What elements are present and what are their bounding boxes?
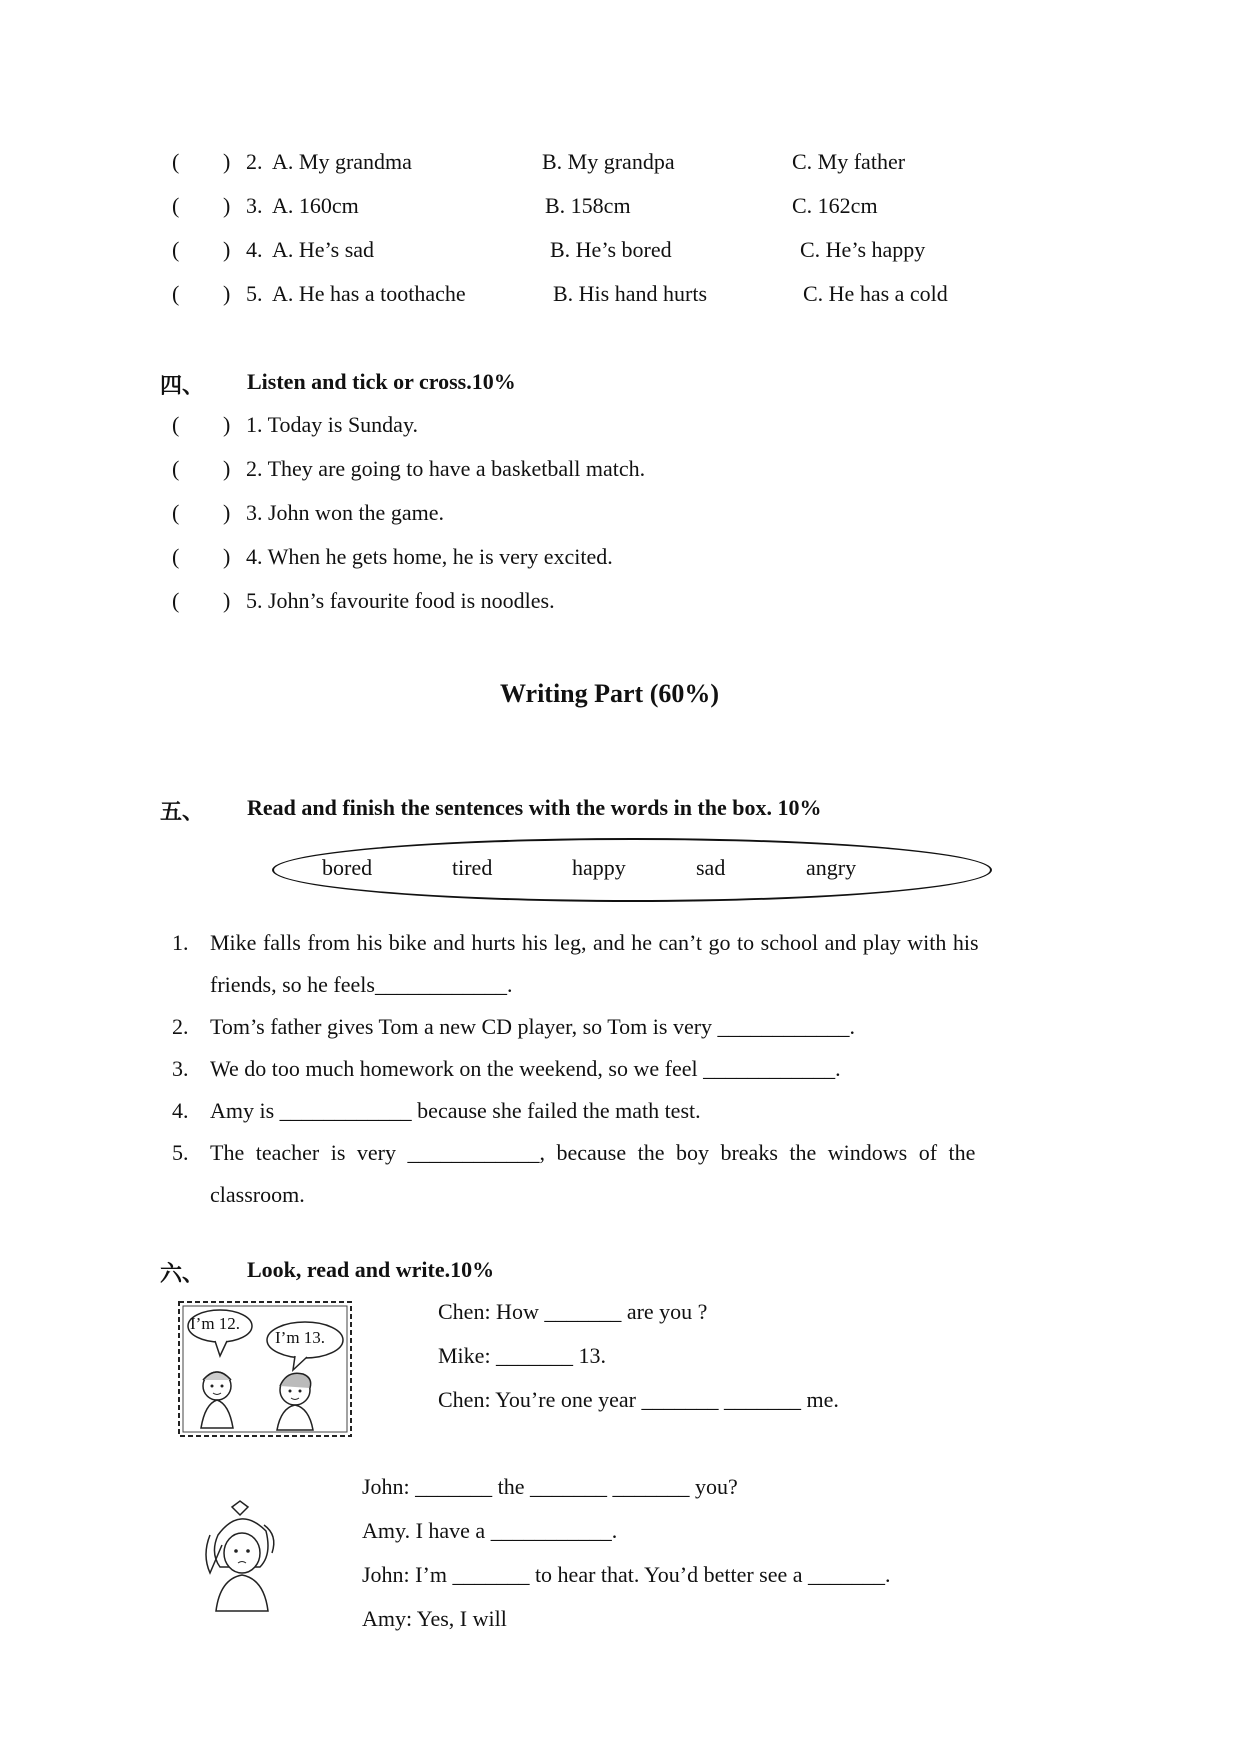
option-a: A. 160cm	[272, 193, 359, 218]
girl-illustration	[180, 1495, 300, 1615]
writing-part-title: Writing Part (60%)	[500, 679, 720, 708]
answer-paren-open: (	[172, 544, 180, 569]
statement-text: 2. They are going to have a basketball match.	[246, 456, 646, 481]
answer-paren-close: )	[223, 237, 231, 262]
statement-text: 4. When he gets home, he is very excited.	[246, 544, 613, 569]
sentence-number: 3.	[172, 1056, 189, 1081]
dialog2-line-3: John: I’m _______ to hear that. You’d better see a _______.	[362, 1562, 891, 1587]
fill-sentence-4	[0, 1098, 1240, 1128]
statement-text: 1. Today is Sunday.	[246, 412, 419, 437]
tick-item-1	[0, 412, 1240, 442]
fill-sentence-2	[0, 1014, 1240, 1044]
option-c: C. He’s happy	[800, 237, 926, 262]
dialog2-line-1: John: _______ the _______ _______ you?	[362, 1474, 738, 1499]
fill-sentence-5	[0, 1140, 1240, 1170]
dialog2-line-4: Amy: Yes, I will	[362, 1606, 507, 1631]
dialog1-line-2: Mike: _______ 13.	[438, 1343, 607, 1368]
option-a: A. He’s sad	[272, 237, 375, 262]
question-number: 2.	[246, 149, 263, 174]
tick-item-3	[0, 500, 1240, 530]
option-c: C. My father	[792, 149, 906, 174]
word-sad: sad	[696, 855, 726, 880]
mc-question-2	[0, 149, 1240, 179]
question-number: 3.	[246, 193, 263, 218]
sentence-text-cont: friends, so he feels____________.	[210, 972, 513, 997]
section-4-title: Listen and tick or cross.10%	[247, 369, 516, 394]
mc-question-3	[0, 193, 1240, 223]
option-b: B. His hand hurts	[553, 281, 707, 306]
sentence-text: Amy is ____________ because she failed the math test.	[210, 1098, 701, 1123]
answer-paren-open: (	[172, 149, 180, 174]
speech-bubble-2: I’m 13.	[275, 1328, 326, 1347]
tick-item-5	[0, 588, 1240, 618]
tick-item-2	[0, 456, 1240, 486]
answer-paren-close: )	[223, 149, 231, 174]
answer-paren-open: (	[172, 281, 180, 306]
mc-question-4	[0, 237, 1240, 267]
sentence-number: 1.	[172, 930, 189, 955]
word-tired: tired	[452, 855, 493, 880]
word-box	[272, 838, 992, 902]
word-bored: bored	[322, 855, 373, 880]
dialog1-line-3: Chen: You’re one year _______ _______ me.	[438, 1387, 839, 1412]
answer-paren-close: )	[223, 412, 231, 437]
sentence-text: We do too much homework on the weekend, so we feel ____________.	[210, 1056, 841, 1081]
answer-paren-close: )	[223, 456, 231, 481]
fill-sentence-3	[0, 1056, 1240, 1086]
dialog1-line-1: Chen: How _______ are you ?	[438, 1299, 708, 1324]
answer-paren-open: (	[172, 412, 180, 437]
sentence-text: Tom’s father gives Tom a new CD player, so Tom is very ____________.	[210, 1014, 856, 1039]
option-b: B. My grandpa	[542, 149, 675, 174]
fill-sentence-1-cont	[0, 972, 1240, 1002]
answer-paren-open: (	[172, 193, 180, 218]
children-age-picture	[175, 1298, 355, 1440]
sentence-text: Mike falls from his bike and hurts his leg, and he can’t go to school and play with his	[210, 930, 979, 955]
mc-question-5	[0, 281, 1240, 311]
answer-paren-open: (	[172, 588, 180, 613]
fill-sentence-1	[0, 930, 1240, 960]
word-happy: happy	[572, 855, 626, 880]
answer-paren-close: )	[223, 588, 231, 613]
dialog2-line-2: Amy. I have a ___________.	[362, 1518, 618, 1543]
option-c: C. 162cm	[792, 193, 878, 218]
answer-paren-close: )	[223, 500, 231, 525]
sentence-number: 4.	[172, 1098, 189, 1123]
section-4-number: 四、	[160, 374, 205, 399]
section-5-number: 五、	[160, 800, 205, 825]
answer-paren-close: )	[223, 193, 231, 218]
question-number: 4.	[246, 237, 263, 262]
answer-paren-close: )	[223, 281, 231, 306]
section-5-title: Read and finish the sentences with the words in the box. 10%	[247, 795, 822, 820]
option-c: C. He has a cold	[803, 281, 948, 306]
answer-paren-close: )	[223, 544, 231, 569]
word-angry: angry	[806, 855, 857, 880]
answer-paren-open: (	[172, 237, 180, 262]
option-b: B. 158cm	[545, 193, 631, 218]
section-6-number: 六、	[160, 1262, 205, 1287]
section-6-title: Look, read and write.10%	[247, 1257, 495, 1282]
option-a: A. He has a toothache	[272, 281, 466, 306]
sentence-text: The teacher is very ____________, because the boy breaks the windows of the	[210, 1140, 976, 1165]
answer-paren-open: (	[172, 456, 180, 481]
answer-paren-open: (	[172, 500, 180, 525]
sentence-number: 5.	[172, 1140, 189, 1165]
statement-text: 5. John’s favourite food is noodles.	[246, 588, 555, 613]
option-a: A. My grandma	[272, 149, 412, 174]
girl-headache-picture	[180, 1495, 300, 1615]
option-b: B. He’s bored	[550, 237, 672, 262]
speech-bubble-1: I’m 12.	[190, 1314, 241, 1333]
question-number: 5.	[246, 281, 263, 306]
sentence-number: 2.	[172, 1014, 189, 1039]
sentence-text-cont: classroom.	[210, 1182, 305, 1207]
tick-item-4	[0, 544, 1240, 574]
fill-sentence-5-cont	[0, 1182, 1240, 1212]
statement-text: 3. John won the game.	[246, 500, 444, 525]
